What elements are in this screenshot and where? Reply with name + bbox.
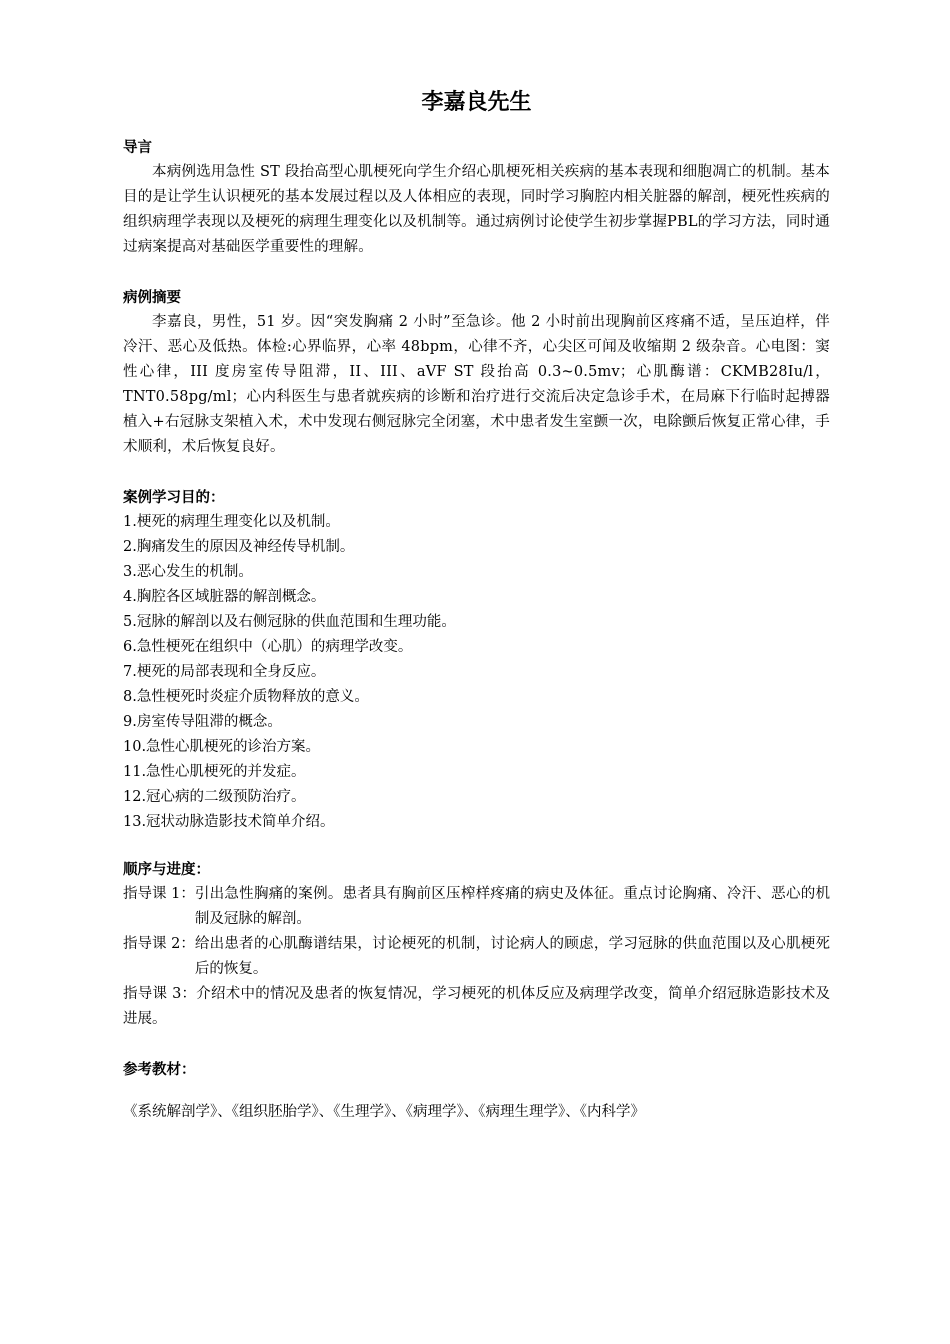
list-item: 3.恶心发生的机制。 bbox=[123, 564, 253, 580]
list-item: 5.冠脉的解剖以及右侧冠脉的供血范围和生理功能。 bbox=[123, 614, 456, 630]
list-item: 9.房室传导阻滞的概念。 bbox=[123, 714, 282, 730]
list-item: 13.冠状动脉造影技术简单介绍。 bbox=[123, 814, 335, 830]
list-item: 10.急性心肌梗死的诊治方案。 bbox=[123, 739, 321, 755]
lesson-text: 给出患者的心肌酶谱结果，讨论梗死的机制，讨论病人的顾虑，学习冠脉的供血范围以及心肌梗死后的恢复。 bbox=[194, 936, 830, 977]
objectives-list bbox=[123, 510, 456, 835]
lesson-2 bbox=[123, 932, 830, 982]
page-title: 李嘉良先生 bbox=[421, 90, 532, 115]
list-item: 4.胸腔各区域脏器的解剖概念。 bbox=[123, 589, 326, 605]
summary-heading: 病例摘要 bbox=[123, 290, 181, 306]
lesson-label: 指导课 2： bbox=[123, 936, 195, 952]
lesson-label: 指导课 3： bbox=[123, 986, 197, 1002]
lesson-label: 指导课 1： bbox=[123, 886, 195, 902]
list-item: 6.急性梗死在组织中（心肌）的病理学改变。 bbox=[123, 639, 413, 655]
lesson-text: 引出急性胸痛的案例。患者具有胸前区压榨样疼痛的病史及体征。重点讨论胸痛、冷汗、恶心的机制及冠脉的解剖。 bbox=[194, 886, 830, 927]
list-item: 1.梗死的病理生理变化以及机制。 bbox=[123, 514, 340, 530]
list-item: 12.冠心病的二级预防治疗。 bbox=[123, 789, 306, 805]
references-text: 《系统解剖学》、《组织胚胎学》、《生理学》、《病理学》、《病理生理学》、《内科学》 bbox=[123, 1104, 645, 1120]
lesson-3 bbox=[123, 982, 830, 1032]
progress-heading: 顺序与进度： bbox=[123, 862, 210, 878]
lesson-1 bbox=[123, 882, 830, 932]
list-item: 11.急性心肌梗死的并发症。 bbox=[123, 764, 306, 780]
objectives-heading: 案例学习目的： bbox=[123, 490, 225, 506]
summary-paragraph: 李嘉良，男性，51 岁。因“突发胸痛 2 小时”至急诊。他 2 小时前出现胸前区疼痛不适，呈压迫样，伴冷汗、恶心及低热。体检:心界临界，心率 48bpm，心律不齐，心尖区可闻及收缩期 2 级杂音。心电图：窦性心律，III 度房室传导阻滞，II、III、aVF ST 段抬高 0.3~0.5mv；心肌酶谱：CKMB28Iu/l，TNT0.58pg/ml；心内科医生与患者就疾病的诊断和治疗进行交流后决定急诊手术，在局麻下行临时起搏器植入+右冠脉支架植入术，术中发现右侧冠脉完全闭塞，术中患者发生室颤一次，电除颤后恢复正常心律，手术顺利，术后恢复良好。 bbox=[123, 314, 830, 455]
references-heading: 参考教材： bbox=[123, 1062, 196, 1078]
list-item: 2.胸痛发生的原因及神经传导机制。 bbox=[123, 539, 355, 555]
lesson-text: 介绍术中的情况及患者的恢复情况，学习梗死的机体反应及病理学改变，简单介绍冠脉造影技术及进展。 bbox=[123, 986, 830, 1027]
intro-heading: 导言 bbox=[123, 140, 152, 156]
intro-paragraph: 本病例选用急性 ST 段抬高型心肌梗死向学生介绍心肌梗死相关疾病的基本表现和细胞凋亡的机制。基本目的是让学生认识梗死的基本发展过程以及人体相应的表现，同时学习胸腔内相关脏器的解剖，梗死性疾病的组织病理学表现以及梗死的病理生理变化以及机制等。通过病例讨论使学生初步掌握PBL的学习方法，同时通过病案提高对基础医学重要性的理解。 bbox=[123, 164, 830, 255]
list-item: 7.梗死的局部表现和全身反应。 bbox=[123, 664, 326, 680]
list-item: 8.急性梗死时炎症介质物释放的意义。 bbox=[123, 689, 369, 705]
